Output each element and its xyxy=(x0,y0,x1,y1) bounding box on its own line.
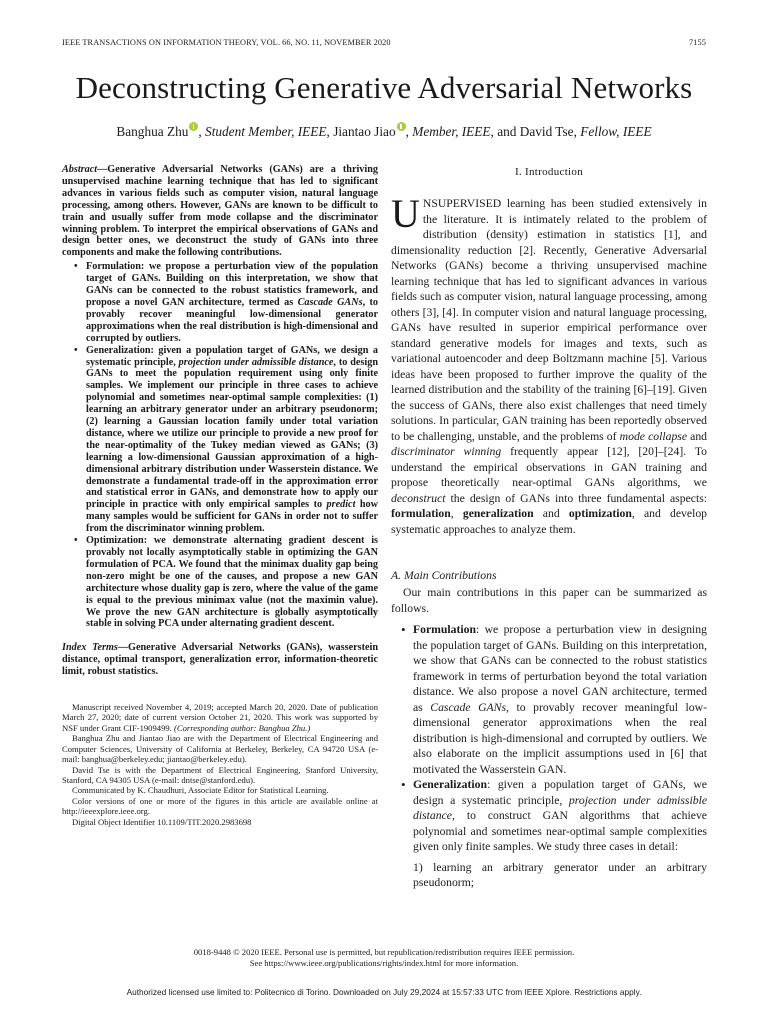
bullet-icon: • xyxy=(74,535,78,547)
footnote-paragraph xyxy=(62,733,378,764)
emphasis-text: (Corresponding author: Banghua Zhu.) xyxy=(173,722,311,733)
text-run: Communicated by K. Chaudhuri, Associate Editor for Statistical Learning. xyxy=(72,785,329,796)
drop-cap: U xyxy=(391,191,420,236)
paper-title: Deconstructing Generative Adversarial Networks xyxy=(75,70,693,105)
abstract-intro: Generative Adversarial Networks (GANs) are a thriving unsupervised machine learning technique that has led to significant advances in various fields such as computer vision, natural language processing, among others. However, GANs are known to be difficult to train and usually suffer from mode collapse and the discriminator winning problem. To interpret the empirical observations of GANs and design better ones, we deconstruct the study of GANs into three components and make the following contributions. xyxy=(62,164,378,259)
author-role: Fellow, IEEE xyxy=(580,124,652,139)
text-run: and xyxy=(533,507,569,520)
text-run: Generalization: given a population target of GANs, we design a systematic principle, xyxy=(86,344,378,368)
author-separator: , xyxy=(326,124,334,139)
license-notice: Authorized licensed use limited to: Politecnico di Torino. Downloaded on July 29,2024 at 15:57:33 UTC from IEEE Xplore. Restrictions apply. xyxy=(126,987,642,997)
abstract xyxy=(62,164,378,630)
footnote-paragraph xyxy=(62,702,378,733)
emphasis-text: projection under admissible distance xyxy=(413,793,707,822)
text-run: , to design GANs to meet the population requirement using only finite samples. We implement our principle in three cases to achieve polynomial and sometimes near-optimal sample complexities: (1) learning an arbitrary generator under an arbitrary pseudonorm; (2) learning a Gaussian location family under total variation distance, where we utilize our principle to provide a new proof for the near-optimality of the Tukey median viewed as GANs; (3) learning a low-dimensional Gaussian approximation of a high-dimensional arbitrary distribution under Wasserstein distance. We demonstrate a fundamental trade-off in the approximation error and statistical error in GANs, and demonstrate how to apply our principle in practice with only empirical samples to xyxy=(86,356,378,511)
bold-text: Formulation xyxy=(413,623,476,636)
orcid-icon[interactable] xyxy=(397,122,406,131)
author-separator: , and xyxy=(490,124,520,139)
emphasis-text: projection under admissible distance xyxy=(178,356,334,368)
abstract-item xyxy=(62,535,378,630)
author-line xyxy=(0,122,768,140)
footnotes xyxy=(62,702,378,827)
abstract-list xyxy=(62,261,378,630)
bold-text: Generalization xyxy=(413,778,488,791)
bullet-icon: • xyxy=(74,261,78,273)
author-separator: , xyxy=(573,124,581,139)
emphasis-text: predict xyxy=(326,499,356,511)
rights-link-line: See https://www.ieee.org/publications/rights/index.html for more information. xyxy=(249,958,519,968)
text-run: : given a population target of GANs, we design a systematic principle, xyxy=(413,778,707,807)
text-run: Formulation: we propose a perturbation view of the population target of GANs. Building on this interpretation, we show that GANs can be connected to the robust statistics framework, and propose a novel GAN architecture, termed as xyxy=(86,261,378,308)
numbered-label: 1) xyxy=(413,860,423,874)
text-run: , to construct GAN algorithms that achieve polynomial and sometimes near-optimal sample complexities given only finite samples. We study three cases in detail: xyxy=(413,809,707,853)
abstract-item xyxy=(62,261,378,344)
text-run: David Tse is with the Department of Electrical Engineering, Stanford University, Stanford, CA 94305 USA (e-mail: dntse@stanford.edu). xyxy=(62,764,378,785)
subsection-heading-contributions: A. Main Contributions xyxy=(391,569,497,582)
numbered-text: learning an arbitrary generator under an arbitrary pseudonorm; xyxy=(413,860,708,889)
index-terms-text: Generative Adversarial Networks (GANs), wasserstein distance, optimal transport, generalization error, information-theoretic limit, robust statistics. xyxy=(62,642,378,678)
text-run: frequently appear [12], [20]–[24]. To understand the empirical observations in GAN training and propose theoretically near-optimal GANs algorithms, we xyxy=(391,445,707,489)
author-separator: , xyxy=(405,124,413,139)
text-run: Optimization: we demonstrate alternating gradient descent is provably not locally asymptotically stable in optimizing the GAN formulation of PCA. We found that the minimax duality gap being non-zero might be one of the causes, and propose a new GAN architecture whose duality gap is zero, where the value of the game is equal to the previous minimax value (not the maximin value). We prove the new GAN architecture is globally asymptotically stable in solving PCA under alternating gradient descent. xyxy=(86,535,378,630)
text-run: and xyxy=(687,429,708,443)
bold-text: optimization xyxy=(568,507,632,520)
first-word: NSUPERVISED xyxy=(422,197,502,210)
text-run: Banghua Zhu and Jiantao Jiao are with the Department of Electrical Engineering and Computer Sciences, University of California at Berkeley, Berkeley, CA 94720 USA (e-mail: banghua@berkeley.edu; jiantao@berkeley.edu). xyxy=(62,733,378,765)
page-number: 7155 xyxy=(689,38,706,47)
right-column xyxy=(391,166,707,891)
author-name: David Tse xyxy=(519,124,574,139)
copyright-notice xyxy=(0,947,768,969)
index-terms xyxy=(62,642,378,678)
emphasis-text: Cascade GANs xyxy=(430,700,506,714)
copyright-line: 0018-9448 © 2020 IEEE. Personal use is permitted, but republication/redistribution requires IEEE permission. xyxy=(193,947,575,957)
bullet-icon: • xyxy=(401,622,406,637)
author-role: Student Member, IEEE xyxy=(205,124,327,139)
emphasis-text: deconstruct xyxy=(391,491,446,505)
abstract-label: Abstract— xyxy=(62,164,108,175)
text-run: : we propose a perturbation view in designing the population target of GANs. Building on this interpretation, we show that GANs can be connected to the robust statistics framework in terms of perturbation beyond the total variation distance. We also propose a novel GAN architecture, termed as xyxy=(413,623,707,714)
text-run: , xyxy=(450,507,463,520)
text-run: Manuscript received November 4, 2019; accepted March 20, 2020. Date of publication March 27, 2020; date of current version October 21, 2020. This work was supported by NSF under Grant CIF-1909499. xyxy=(62,702,378,733)
emphasis-text: discriminator winning xyxy=(391,445,502,458)
footnote-paragraph xyxy=(62,785,378,795)
section-heading-introduction: I. Introduction xyxy=(514,166,584,178)
index-terms-label: Index Terms— xyxy=(62,642,129,654)
running-head xyxy=(62,38,706,50)
contribution-item xyxy=(391,622,707,777)
author-name: Jiantao Jiao xyxy=(333,124,396,139)
emphasis-text: Cascade GANs xyxy=(297,296,363,308)
bold-text: generalization xyxy=(462,507,534,520)
text-run: , and develop systematic approaches to analyze them. xyxy=(391,507,708,536)
introduction-paragraph xyxy=(391,191,708,537)
text-run: , to provably recover meaningful low-dimensional generator approximations when the real distribution is high-dimensional and corrupted by outliers. xyxy=(86,296,378,344)
footnote-paragraph xyxy=(62,796,378,817)
emphasis-text: mode collapse xyxy=(619,429,688,443)
contributions-intro: Our main contributions in this paper can be summarized as follows. xyxy=(391,586,707,615)
contribution-item xyxy=(391,777,707,855)
contributions-list xyxy=(391,622,707,855)
abstract-item xyxy=(62,345,378,536)
author-name: Banghua Zhu xyxy=(116,124,189,139)
contributions-section xyxy=(391,585,707,891)
footnote-paragraph xyxy=(62,817,378,827)
bullet-icon: • xyxy=(74,344,78,356)
text-run: , to provably recover meaningful low-dimensional generator approximations when the real distribution is high-dimensional and corrupted by outliers. We also elaborate on the implicit assumptions used in [6] that motivated the Wasserstein GAN. xyxy=(413,700,707,776)
bold-text: formulation xyxy=(391,507,451,520)
text-run: the design of GANs into three fundamental aspects: xyxy=(445,491,707,505)
left-column xyxy=(62,164,378,827)
text-run: Digital Object Identifier 10.1109/TIT.2020.2983698 xyxy=(72,816,252,827)
bullet-icon: • xyxy=(401,777,406,792)
author-role: Member, IEEE xyxy=(412,124,491,139)
text-run: how many samples would be sufficient for GANs in order not to suffer from the discriminator winning problem. xyxy=(86,499,378,535)
numbered-item xyxy=(391,860,707,891)
footnote-paragraph xyxy=(62,765,378,786)
text-run: learning has been studied extensively in the literature. It is intimately related to the problem of distribution (density) estimation in statistics [1], and dimensionality reduction [2]. Recently, Generative Adversarial Networks (GANs) become a thriving unsupervised machine learning technique that has led to significant advances in various fields such as computer vision, natural language processing, among others [3], [4]. In computer vision and natural language processing, GANs have resulted in superior empirical performance over standard generative models for images and texts, such as variational autoencoder and deep Boltzmann machine [5]. Various ideas have been proposed to further improve the quality of the learned distribution and the stability of the training [6]–[19]. Given the success of GANs, there also exist challenges that need timely solutions. In particular, GAN training has been reportedly observed to be challenging, unstable, and the problems of xyxy=(391,197,707,443)
author-separator: , xyxy=(198,124,206,139)
journal-name: IEEE TRANSACTIONS ON INFORMATION THEORY, VOL. 66, NO. 11, NOVEMBER 2020 xyxy=(62,38,391,47)
text-run: Color versions of one or more of the figures in this article are available online at http://ieeexplore.ieee.org. xyxy=(62,795,378,817)
